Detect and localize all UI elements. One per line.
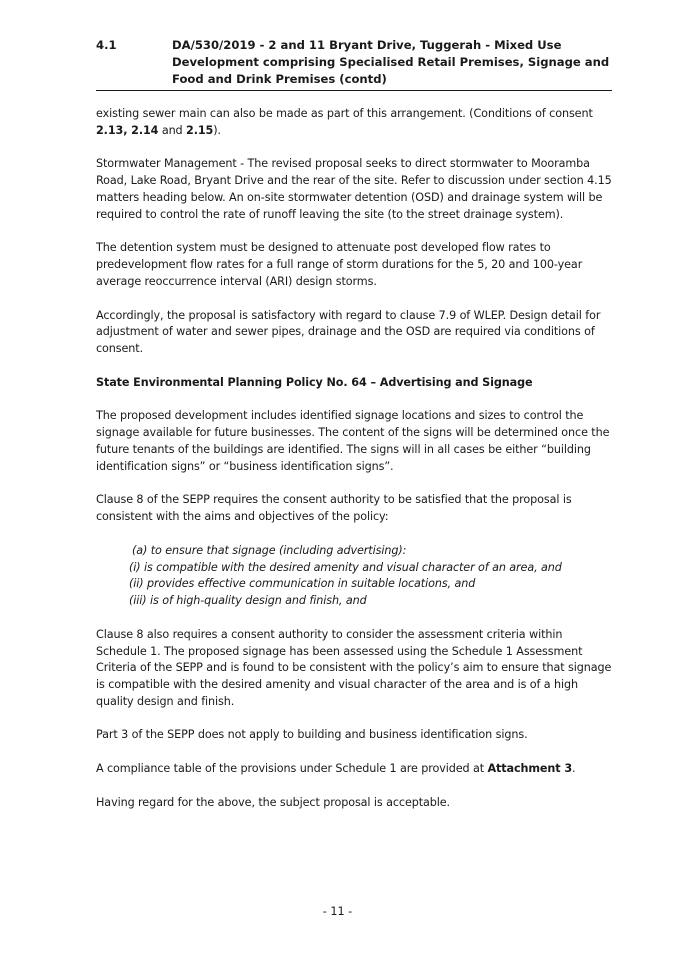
paragraph-detention: The detention system must be designed to attenuate post developed flow rates to predevelopment flow rates for a full range of storm durations for the 5, 20 and 100-year average reoccurrence interval (ARI) design storms. [96, 241, 583, 288]
list-item: (ii) provides effective communication in suitable locations, and [129, 577, 476, 591]
attachment-ref: Attachment 3 [487, 762, 573, 776]
paragraph-text: existing sewer main can also be made as part of this arrangement. (Conditions of consent [96, 107, 593, 120]
paragraph-clause8: Clause 8 of the SEPP requires the consent authority to be satisfied that the proposal is consistent with the aims and objectives of the policy: [96, 493, 572, 524]
paragraph-text: ). [213, 123, 221, 137]
condition-ref: 2.13, 2.14 [96, 123, 159, 137]
section-heading: State Environmental Planning Policy No. 64 – Advertising and Signage [96, 375, 533, 389]
page-header [96, 37, 614, 88]
paragraph-text: A compliance table of the provisions under Schedule 1 are provided at [96, 762, 488, 776]
paragraph-accordingly: Accordingly, the proposal is satisfactory with regard to clause 7.9 of WLEP. Design detail for adjustment of water and sewer pipes, drainage and the OSD are required via conditions of consent. [96, 308, 601, 356]
page-number: - 11 - [322, 905, 353, 918]
section-title: DA/530/2019 - 2 and 11 Bryant Drive, Tuggerah - Mixed Use Development comprising Specialised Retail Premises, Signage and Food and Drink Premises (contd) [172, 38, 610, 86]
paragraph-text: and [158, 123, 187, 137]
condition-ref: 2.15 [186, 123, 214, 137]
paragraph-compliance [96, 761, 614, 778]
paragraph-part3: Part 3 of the SEPP does not apply to building and business identification signs. [96, 728, 528, 742]
paragraph-signage: The proposed development includes identified signage locations and sizes to control the signage available for future businesses. The content of the signs will be determined once the future tenants of the buildings are identified. The signs will in all cases be either “building identification signs” or “business identification signs”. [96, 409, 610, 473]
paragraph-assessment: Clause 8 also requires a consent authority to consider the assessment criteria within Schedule 1. The proposed signage has been assessed using the Schedule 1 Assessment Criteria of the SEPP and is found to be consistent with the policy’s aim to ensure that signage is compatible with the desired amenity and visual character of the area and is of a high quality design and finish. [96, 627, 612, 708]
paragraph-conclusion: Having regard for the above, the subject proposal is acceptable. [96, 795, 451, 809]
list-item: (a) to ensure that signage (including advertising): [132, 543, 407, 557]
document-body [96, 106, 614, 811]
list-item: (iii) is of high-quality design and finish, and [129, 594, 367, 608]
aims-list [96, 543, 614, 610]
header-divider [96, 90, 612, 91]
paragraph-sewer [96, 106, 614, 140]
paragraph-text: . [572, 762, 576, 776]
paragraph-stormwater: Stormwater Management - The revised proposal seeks to direct stormwater to Mooramba Road, Lake Road, Bryant Drive and the rear of the site. Refer to discussion under section 4.15 matters heading below. An on-site stormwater detention (OSD) and drainage system will be required to control the rate of runoff leaving the site (to the street drainage system). [96, 157, 612, 221]
list-item: (i) is compatible with the desired amenity and visual character of an area, and [129, 560, 562, 574]
section-number: 4.1 [96, 38, 117, 52]
